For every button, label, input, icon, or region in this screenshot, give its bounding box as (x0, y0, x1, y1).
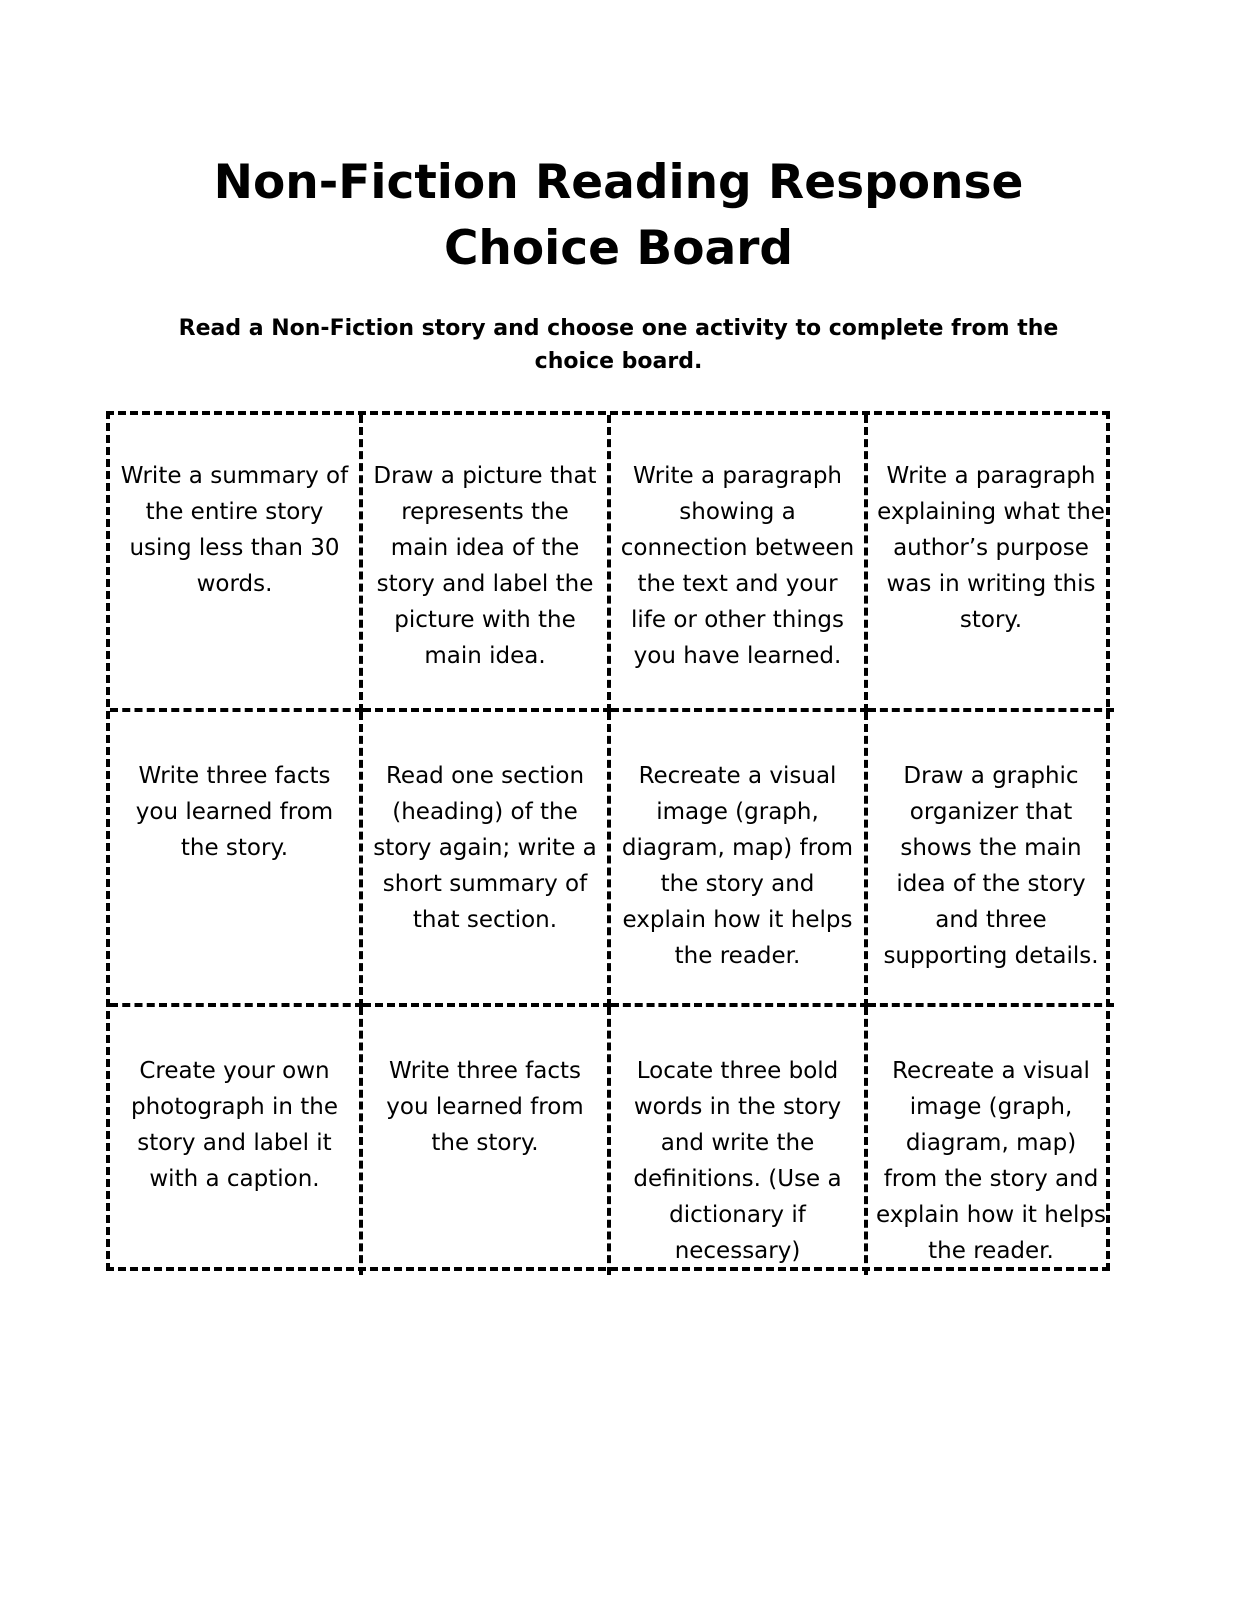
choice-cell-r3-c1 (110, 1007, 363, 1275)
title-line-1: Non-Fiction Reading Response (213, 155, 1024, 210)
choice-text: Write a paragraph showing a connection between the text and your life or other things you have learned. (620, 463, 855, 669)
title-line-2: Choice Board (443, 221, 794, 276)
choice-text: Recreate a visual image (graph, diagram, map) from the story and explain how it helps the reader. (876, 1058, 1106, 1264)
choice-text: Read one section (heading) of the story again; write a short summary of that section. (373, 763, 597, 933)
choice-text: Write a summary of the entire story using less than 30 words. (120, 463, 349, 597)
choice-cell-r2-c3 (611, 712, 868, 1007)
choice-text: Create your own photograph in the story and label it with a caption. (131, 1058, 338, 1192)
choice-text: Draw a graphic organizer that shows the main idea of the story and three supporting details. (883, 763, 1099, 969)
page-title (0, 150, 1237, 282)
choice-text: Recreate a visual image (graph, diagram, map) from the story and explain how it helps the reader. (621, 763, 854, 969)
choice-cell-r2-c2 (363, 712, 611, 1007)
choice-text: Locate three bold words in the story and write the definitions. (Use a dictionary if necessary) (633, 1058, 842, 1264)
choice-cell-r3-c2 (363, 1007, 611, 1275)
choice-text: Write three facts you learned from the story. (386, 1058, 584, 1156)
choice-cell-r2-c1 (110, 712, 363, 1007)
choice-cell-r1-c1 (110, 415, 363, 712)
choice-text: Write a paragraph explaining what the author’s purpose was in writing this story. (877, 463, 1105, 633)
choice-cell-r1-c4 (868, 415, 1114, 712)
choice-cell-r3-c3 (611, 1007, 868, 1275)
choice-cell-r1-c3 (611, 415, 868, 712)
choice-cell-r1-c2 (363, 415, 611, 712)
choice-text: Draw a picture that represents the main idea of the story and label the picture with the main idea. (373, 463, 597, 669)
choice-cell-r3-c4 (868, 1007, 1114, 1275)
instructions-text: Read a Non-Fiction story and choose one activity to complete from the choice board. (178, 316, 1059, 374)
choice-board (106, 411, 1110, 1271)
choice-text: Write three facts you learned from the story. (135, 763, 334, 861)
choice-cell-r2-c4 (868, 712, 1114, 1007)
